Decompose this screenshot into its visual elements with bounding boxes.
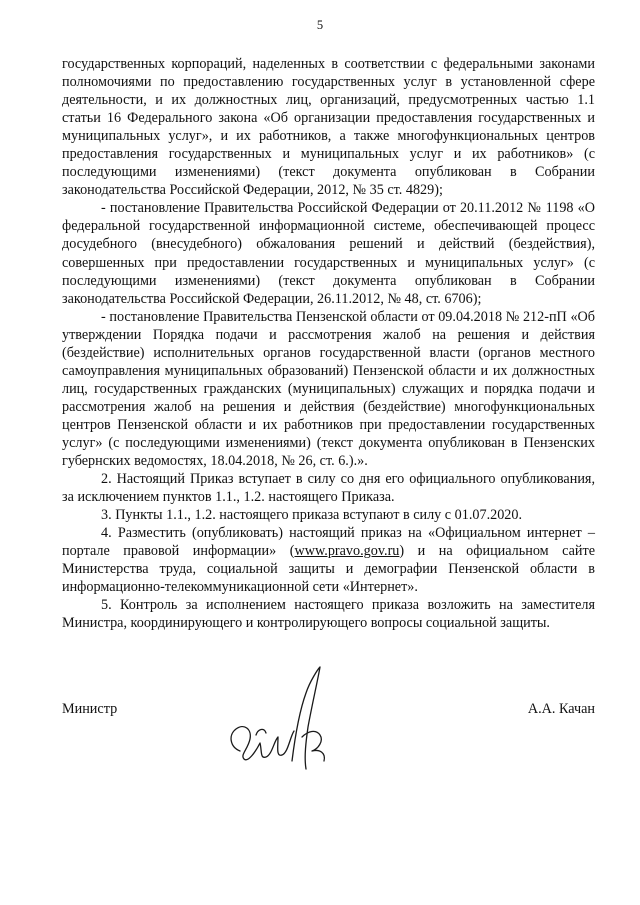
paragraph-item-2: 2. Настоящий Приказ вступает в силу со дня его официального опубликования, за исключением пунктов 1.1., 1.2. настоящего Приказа. bbox=[62, 471, 595, 506]
paragraph-federal-decree: - постановление Правительства Российской Федерации от 20.11.2012 № 1198 «О федеральной государственной информационной системе, обеспечивающей процесс досудебного (внесудебного) обжалования решений и действий (бездействия), совершенных при предоставлении государственных и муниципальных услуг» (с последующими изменениями) (текст документа опубликован в Собрании законодательства Российской Федерации, 26.11.2012, № 48, ст. 6706); bbox=[62, 200, 595, 307]
paragraph-item-3: 3. Пункты 1.1., 1.2. настоящего приказа вступают в силу с 01.07.2020. bbox=[101, 507, 523, 524]
document-body bbox=[62, 55, 595, 633]
signature-stroke-loop bbox=[256, 729, 266, 735]
signature-stroke-main bbox=[231, 727, 294, 760]
signatory-title: Министр bbox=[62, 701, 118, 717]
paragraph-item-4 bbox=[62, 524, 595, 596]
paragraph-item-5: 5. Контроль за исполнением настоящего приказа возложить на заместителя Министра, координирующего и контролирующего вопросы социальной защиты. bbox=[62, 597, 595, 632]
signature-stroke-tall bbox=[292, 667, 320, 769]
page-number: 5 bbox=[316, 18, 324, 32]
handwritten-signature bbox=[222, 665, 332, 780]
paragraph-continuation: государственных корпораций, наделенных в соответствии с федеральными законами полномочиями по предоставлению государственных услуг в установленной сфере деятельности, и их должностных лиц, организаций, предусмотренных частью 1.1 статьи 16 Федерального закона «Об организации предоставления государственных и муниципальных услуг», и их работников, а также многофункциональных центров предоставления государственных и муниципальных услуг и их работников» (с последующими изменениями) (текст документа опубликован в Собрании законодательства Российской Федерации, 2012, № 35 ст. 4829); bbox=[62, 56, 595, 199]
paragraph-regional-decree: - постановление Правительства Пензенской области от 09.04.2018 № 212-пП «Об утверждении Порядка подачи и рассмотрения жалоб на решения и действия (бездействие) исполнительных органов государственной власти (органов местного самоуправления муниципальных образований) Пензенской области и их должностных лиц, государственных гражданских (муниципальных) служащих и порядка подачи и рассмотрения жалоб на решения и действия (бездействие) многофункциональных центров Пензенской области и их работников при предоставлении государственных услуг» (с последующими изменениями) (текст документа опубликован в Пензенских губернских ведомостях, 18.04.2018, № 26, ст. 6.).». bbox=[62, 308, 595, 470]
paragraph-item-4-text-before: 4. Разместить (опубликовать) настоящий приказ на «Официальном интернет – портале правовой информации» ( bbox=[62, 525, 595, 560]
signatory-name: А.А. Качан bbox=[527, 701, 595, 717]
pravo-gov-link[interactable]: www.pravo.gov.ru bbox=[294, 543, 400, 560]
paragraph-item-4-text-after: ) и на официальном сайте Министерства труда, социальной защиты и демографии Пензенской области в информационно-телекоммуникационной сети «Интернет». bbox=[62, 543, 596, 596]
